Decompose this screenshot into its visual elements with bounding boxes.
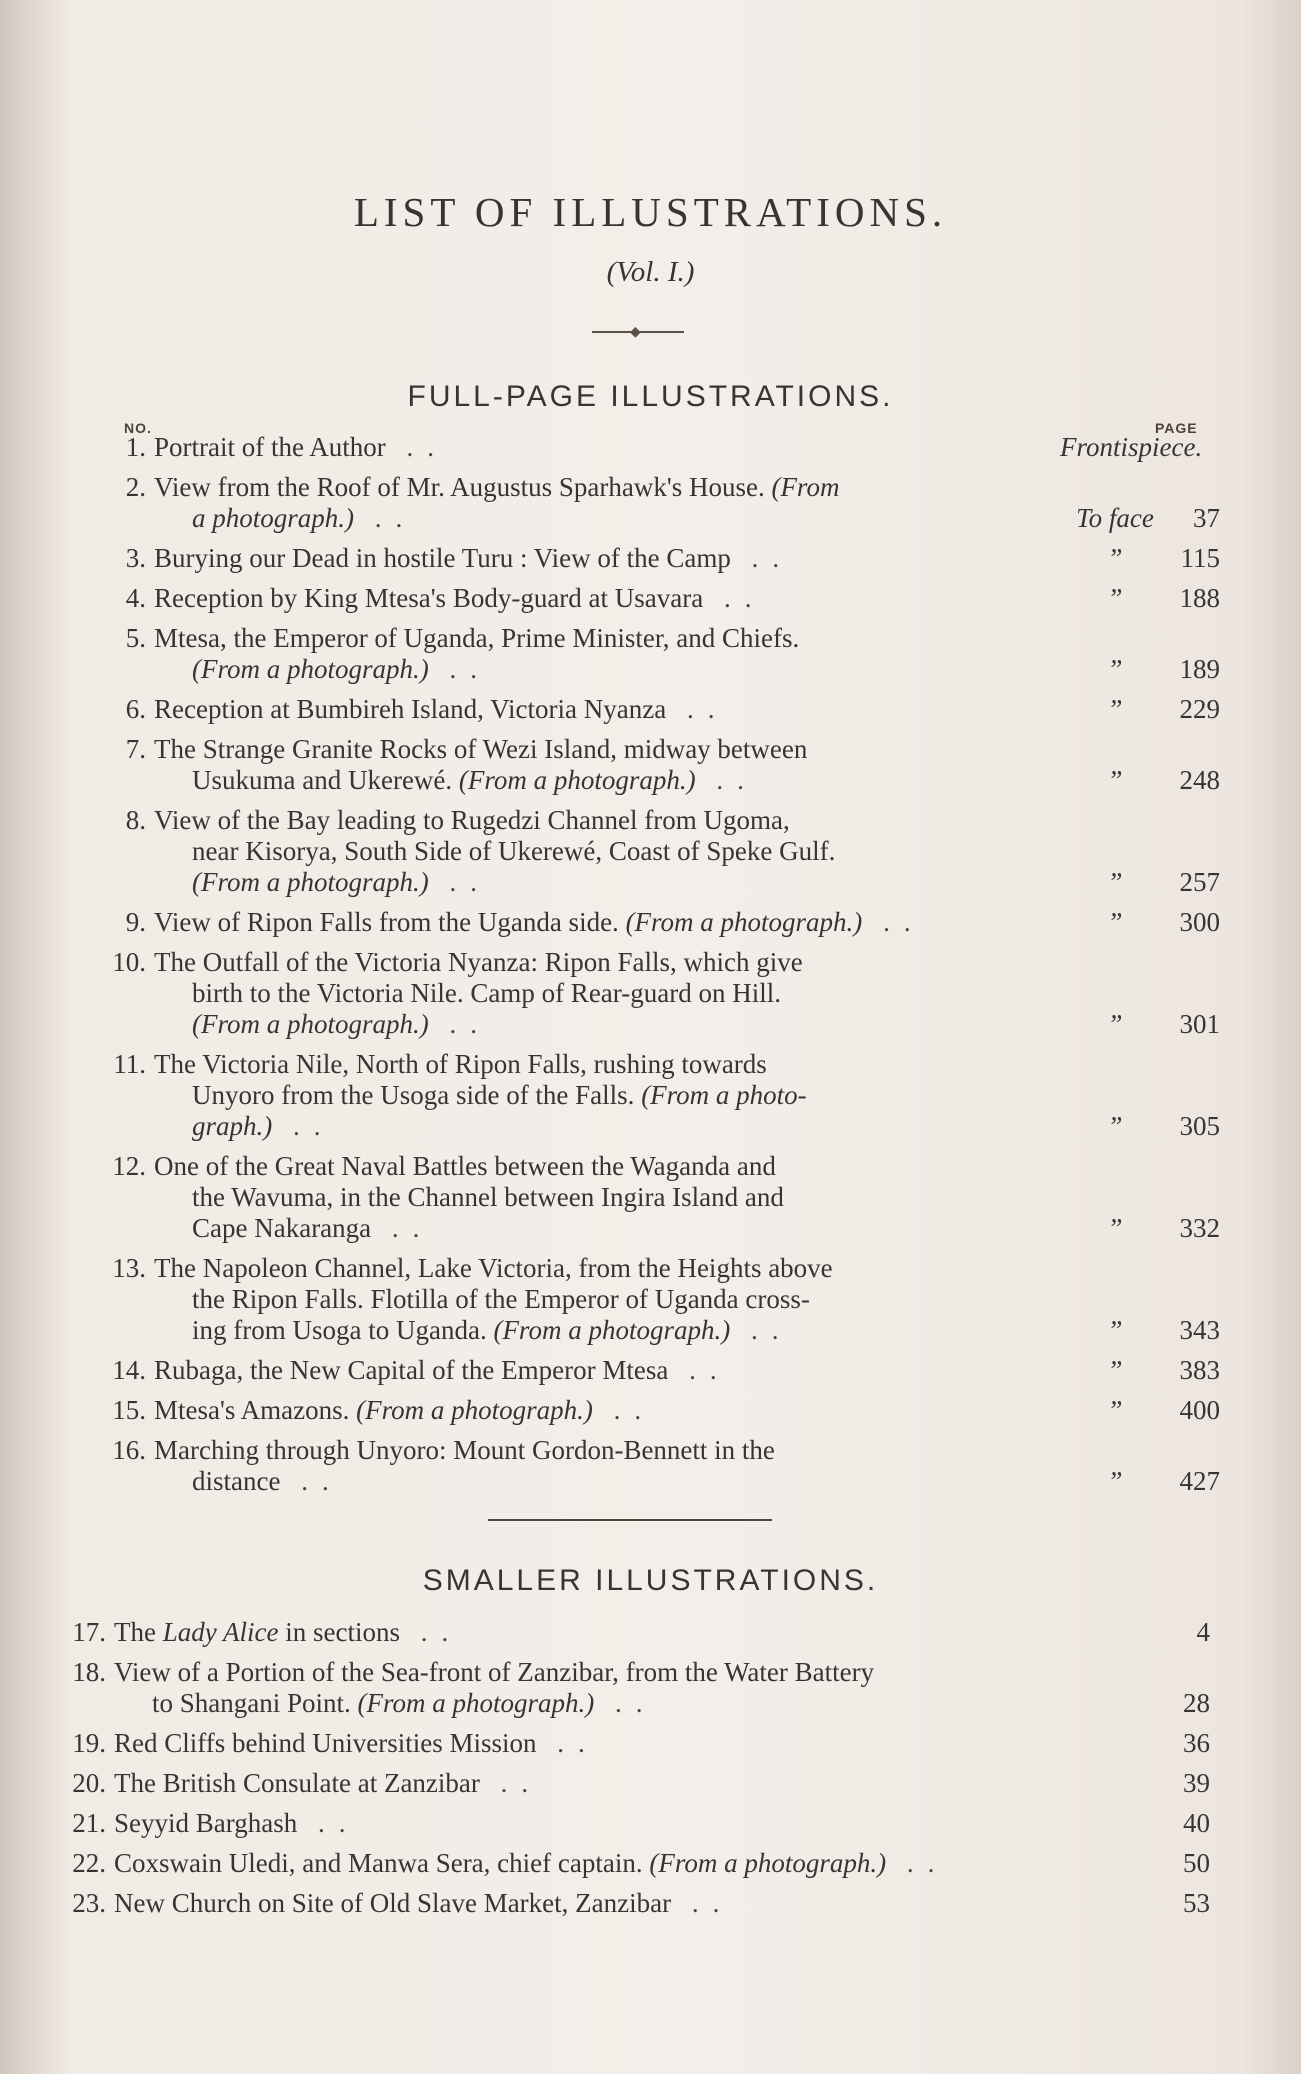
entry-number: 21.	[72, 1808, 106, 1838]
reference-label: ”	[1107, 654, 1123, 684]
entry-number: 12.	[112, 1151, 146, 1181]
leader-dots: ..	[668, 1355, 731, 1385]
leader-dots: ..	[703, 583, 766, 613]
entry-number: 20.	[72, 1768, 106, 1798]
entry-title: Seyyid Barghash ..	[114, 1808, 360, 1838]
facing-page-bleed	[0, 0, 60, 2074]
leader-dots: ..	[399, 1617, 463, 1647]
entry-number: 16.	[112, 1435, 146, 1465]
entry-title: One of the Great Naval Battles between the Waganda and the Wavuma, in the Channel between Ingira Island and Cape Nakaranga ..	[154, 1151, 784, 1243]
entry-title: View of the Bay leading to Rugedzi Channel from Ugoma, near Kisorya, South Side of Ukerewé, Coast of Speke Gulf. (From a photograph.) ..	[154, 805, 836, 897]
page-number: 115	[1180, 543, 1220, 573]
page-number: 50	[1183, 1848, 1210, 1878]
reference-label: ”	[1107, 1395, 1123, 1425]
leader-dots: ..	[730, 543, 794, 573]
entry-number: 7.	[125, 734, 146, 764]
entry-title: The Outfall of the Victoria Nyanza: Ripon Falls, which give birth to the Victoria Nile. Camp of Rear-guard on Hill. (From a photograph.) ..	[154, 947, 803, 1039]
entry-number: 8.	[125, 805, 146, 835]
page-number: 53	[1183, 1888, 1210, 1918]
leader-dots: ..	[297, 1808, 360, 1838]
reference-label: ”	[1107, 1466, 1123, 1496]
entry-number: 5.	[125, 623, 146, 653]
page-number: 248	[1179, 765, 1220, 795]
leader-dots: ..	[272, 1111, 335, 1141]
leader-dots: ..	[479, 1768, 543, 1798]
page-number: 39	[1183, 1768, 1210, 1798]
entry-title: Reception at Bumbireh Island, Victoria Nyanza ..	[154, 694, 729, 724]
leader-dots: ..	[428, 867, 491, 897]
volume-label: (Vol. I.)	[606, 256, 695, 288]
entry-number: 14.	[112, 1355, 146, 1385]
leader-dots: ..	[594, 1688, 657, 1718]
entry-number: 15.	[112, 1395, 146, 1425]
leader-dots: ..	[671, 1888, 734, 1918]
reference-label: ”	[1107, 1315, 1123, 1345]
entry-title: Reception by King Mtesa's Body-guard at Usavara ..	[154, 583, 766, 613]
page-number: 4	[1196, 1617, 1210, 1647]
entry-title: View of a Portion of the Sea-front of Zanzibar, from the Water Battery to Shangani Point. (From a photograph.) ..	[114, 1657, 875, 1718]
entry-number: 13.	[112, 1253, 146, 1283]
leader-dots: ..	[385, 432, 448, 462]
smaller-heading: SMALLER ILLUSTRATIONS.	[422, 1564, 879, 1597]
leader-dots: ..	[695, 765, 758, 795]
entry-number: 6.	[125, 694, 146, 724]
entry-number: 18.	[72, 1657, 106, 1687]
page-title: LIST OF ILLUSTRATIONS.	[353, 189, 948, 235]
page-number: 188	[1179, 583, 1220, 613]
entry-number: 19.	[72, 1728, 106, 1758]
entry-title: Red Cliffs behind Universities Mission ..	[114, 1728, 599, 1758]
entry-title: The Napoleon Channel, Lake Victoria, from the Heights above the Ripon Falls. Flotilla of the Emperor of Uganda cross- ing from Usoga to Uganda. (From a photograph.) ..	[154, 1253, 833, 1345]
leader-dots: ..	[428, 654, 491, 684]
leader-dots: ..	[862, 907, 925, 937]
entry-title: The Strange Granite Rocks of Wezi Island, midway between Usukuma and Ukerewé. (From a photograph.) ..	[154, 734, 808, 795]
leader-dots: ..	[371, 1213, 434, 1243]
page-number: 36	[1183, 1728, 1210, 1758]
leader-dots: ..	[730, 1315, 793, 1345]
entry-title: The British Consulate at Zanzibar ..	[114, 1768, 543, 1798]
entry-number: 17.	[72, 1617, 106, 1647]
reference-label: Frontispiece.	[1060, 432, 1203, 462]
page-number: 301	[1179, 1009, 1220, 1039]
leader-dots: ..	[666, 694, 729, 724]
reference-label: ”	[1107, 583, 1123, 613]
leader-dots: ..	[886, 1848, 949, 1878]
page-number: 427	[1179, 1466, 1220, 1496]
leader-dots: ..	[592, 1395, 656, 1425]
page-number: 40	[1183, 1808, 1210, 1838]
entry-title: View of Ripon Falls from the Uganda side. (From a photograph.) ..	[154, 907, 925, 937]
entry-title: The Victoria Nile, North of Ripon Falls, rushing towards Unyoro from the Usoga side of the Falls. (From a photo- graph.) ..	[154, 1049, 807, 1141]
entry-number: 4.	[125, 583, 146, 613]
reference-label: ”	[1107, 1213, 1123, 1243]
reference-label: ”	[1107, 1111, 1123, 1141]
reference-label: ”	[1107, 694, 1123, 724]
entry-number: 22.	[72, 1848, 106, 1878]
entry-number: 2.	[125, 472, 146, 502]
entry-number: 10.	[112, 947, 146, 977]
page-number: 37	[1193, 503, 1220, 533]
column-no-label: NO.	[124, 420, 152, 436]
page-number: 257	[1179, 867, 1220, 897]
entry-title: Rubaga, the New Capital of the Emperor Mtesa ..	[154, 1355, 731, 1385]
full-page-heading: FULL-PAGE ILLUSTRATIONS.	[407, 380, 894, 413]
entry-number: 1.	[125, 432, 146, 462]
leader-dots: ..	[280, 1466, 343, 1496]
reference-label: ”	[1107, 543, 1123, 573]
reference-label: ”	[1107, 907, 1123, 937]
reference-label: ”	[1107, 765, 1123, 795]
ornament-diamond: ◆	[630, 325, 641, 340]
page-number: 400	[1179, 1395, 1220, 1425]
entry-title: Mtesa's Amazons. (From a photograph.) ..	[154, 1395, 656, 1425]
entry-title: Burying our Dead in hostile Turu : View of the Camp ..	[154, 543, 794, 573]
page-number: 332	[1179, 1213, 1220, 1243]
page-number: 300	[1179, 907, 1220, 937]
leader-dots: ..	[428, 1009, 491, 1039]
reference-label: ”	[1107, 1355, 1123, 1385]
leader-dots: ..	[536, 1728, 599, 1758]
entry-title: Portrait of the Author ..	[154, 432, 448, 462]
entry-title: The Lady Alice in sections ..	[114, 1617, 463, 1647]
entry-title: New Church on Site of Old Slave Market, Zanzibar ..	[114, 1888, 734, 1918]
page-number: 343	[1179, 1315, 1220, 1345]
entry-number: 11.	[113, 1049, 146, 1079]
page-number: 383	[1179, 1355, 1220, 1385]
entry-title: View from the Roof of Mr. Augustus Sparhawk's House. (From a photograph.) ..	[154, 472, 840, 533]
reference-label: To face	[1076, 503, 1154, 533]
entry-number: 23.	[72, 1888, 106, 1918]
page-number: 305	[1179, 1111, 1220, 1141]
entry-title: Mtesa, the Emperor of Uganda, Prime Minister, and Chiefs. (From a photograph.) ..	[154, 623, 800, 684]
reference-label: ”	[1107, 1009, 1123, 1039]
entry-number: 9.	[125, 907, 146, 937]
entry-number: 3.	[125, 543, 146, 573]
reference-label: ”	[1107, 867, 1123, 897]
page-number: 189	[1179, 654, 1220, 684]
entry-title: Marching through Unyoro: Mount Gordon-Bennett in the distance ..	[154, 1435, 775, 1496]
leader-dots: ..	[354, 503, 417, 533]
page-number: 229	[1179, 694, 1220, 724]
page-number: 28	[1183, 1688, 1210, 1718]
section-divider	[488, 1519, 772, 1521]
entry-title: Coxswain Uledi, and Manwa Sera, chief captain. (From a photograph.) ..	[114, 1848, 949, 1878]
column-page-label: PAGE	[1155, 420, 1198, 436]
